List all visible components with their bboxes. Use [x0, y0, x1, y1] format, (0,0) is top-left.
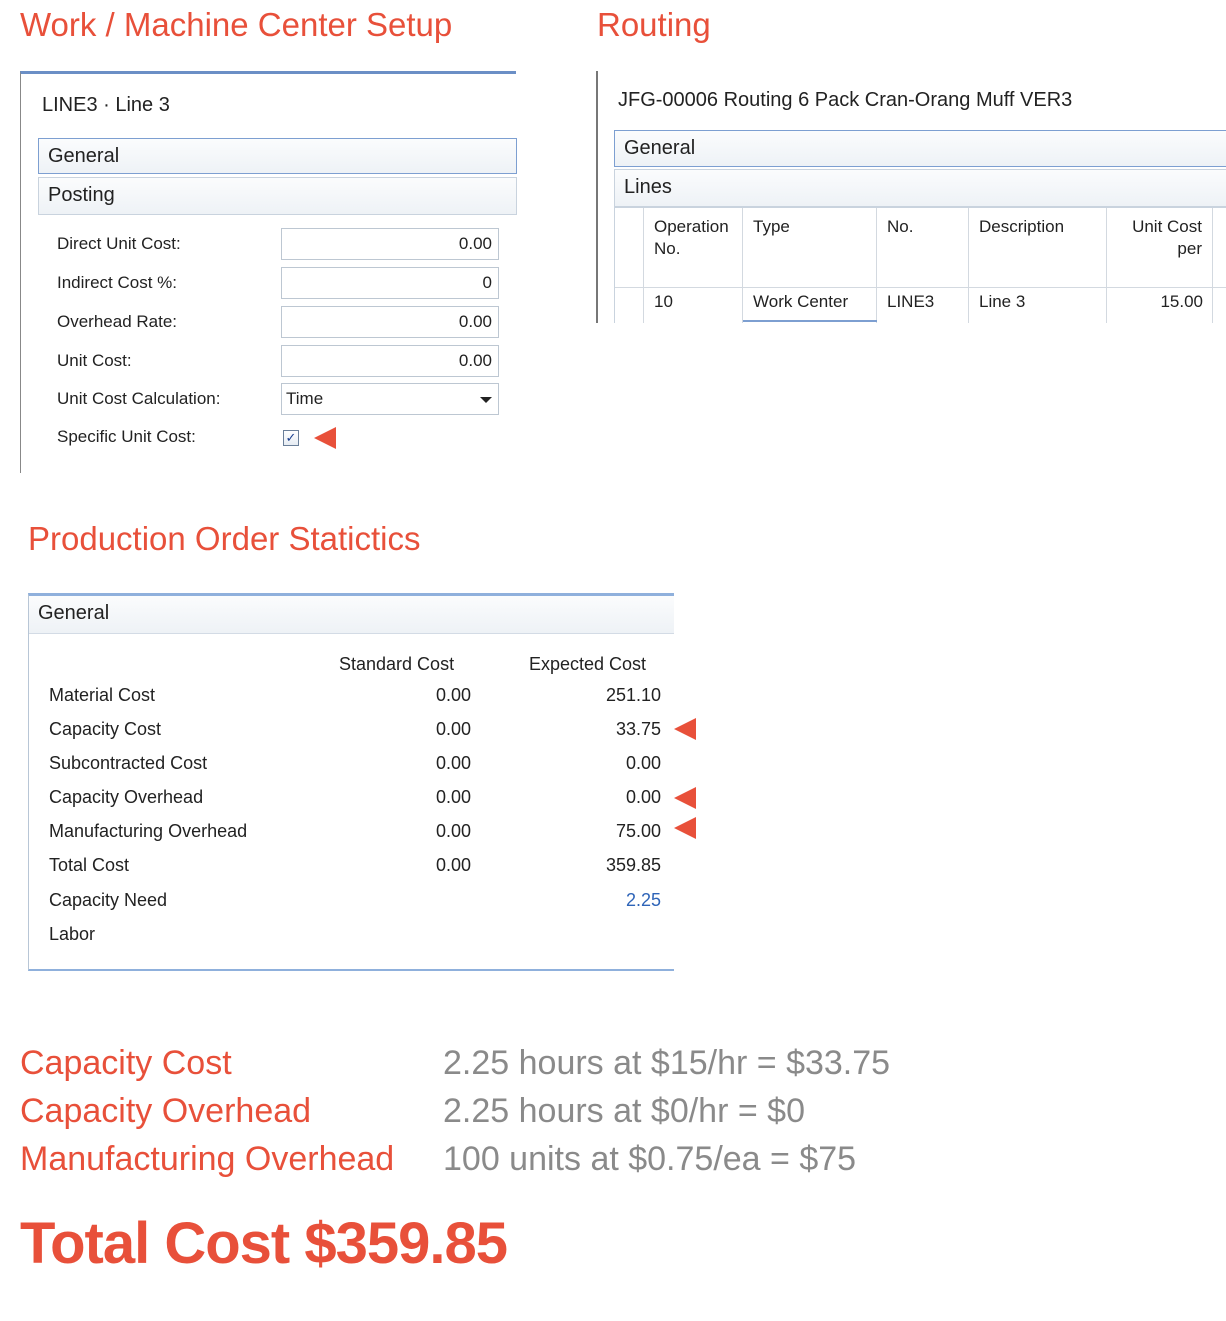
- total-cost-summary: Total Cost $359.85: [20, 1211, 508, 1276]
- tab-general[interactable]: General: [38, 138, 517, 174]
- pointer-arrow-icon: [674, 718, 696, 740]
- unit-cost-calculation-value: Time: [286, 389, 324, 408]
- stat-label-manufacturing-overhead: Manufacturing Overhead: [49, 821, 248, 841]
- row-selector-column[interactable]: [615, 208, 644, 323]
- col-header-standard-cost: Standard Cost: [339, 654, 455, 674]
- col-header-unit-cost-per[interactable]: Unit Cost per: [1132, 217, 1202, 258]
- col-header-operation-no[interactable]: Operation No.: [654, 217, 729, 258]
- stat-standard-total-cost: 0.00: [435, 855, 471, 875]
- routing-tab-lines[interactable]: Lines: [614, 169, 1226, 207]
- stat-expected-subcontracted-cost: 0.00: [625, 753, 661, 773]
- cell-description[interactable]: Line 3: [979, 292, 1026, 311]
- col-header-type[interactable]: Type: [753, 217, 790, 236]
- stat-label-capacity-cost: Capacity Cost: [49, 719, 162, 739]
- routing-lines-grid: [614, 207, 1226, 323]
- routing-title: JFG-00006 Routing 6 Pack Cran-Orang Muff VER3: [618, 89, 1073, 111]
- stat-standard-manufacturing-overhead: 0.00: [435, 821, 471, 841]
- work-center-setup-heading: Work / Machine Center Setup: [20, 6, 453, 43]
- stat-label-total-cost: Total Cost: [49, 855, 130, 875]
- stat-expected-manufacturing-overhead: 75.00: [615, 821, 661, 841]
- stat-label-subcontracted-cost: Subcontracted Cost: [49, 753, 208, 773]
- statistics-card: [28, 593, 674, 971]
- routing-card: [596, 71, 1226, 323]
- stat-expected-total-cost: 359.85: [605, 855, 661, 875]
- stat-expected-material-cost: 251.10: [605, 685, 661, 705]
- col-header-description[interactable]: Description: [979, 217, 1065, 236]
- stat-standard-material-cost: 0.00: [435, 685, 471, 705]
- stat-standard-subcontracted-cost: 0.00: [435, 753, 471, 773]
- stats-tab-general[interactable]: General: [29, 596, 674, 634]
- direct-unit-cost-field[interactable]: 0.00: [281, 228, 499, 260]
- specific-unit-cost-label: Specific Unit Cost:: [57, 427, 196, 446]
- unit-cost-field[interactable]: 0.00: [281, 345, 499, 377]
- cell-no[interactable]: LINE3: [887, 292, 935, 311]
- indirect-cost-field[interactable]: 0: [281, 267, 499, 299]
- pointer-arrow-icon: [314, 427, 336, 449]
- indirect-cost-label: Indirect Cost %:: [57, 273, 177, 292]
- unit-cost-label: Unit Cost:: [57, 351, 132, 370]
- explanation-label-capacity-overhead: Capacity Overhead: [20, 1092, 312, 1130]
- explanation-text-capacity-overhead: 2.25 hours at $0/hr = $0: [443, 1092, 805, 1130]
- explanation-text-manufacturing-overhead: 100 units at $0.75/ea = $75: [443, 1140, 857, 1178]
- explanation-label-manufacturing-overhead: Manufacturing Overhead: [20, 1140, 395, 1178]
- selected-cell-underline: [743, 320, 877, 322]
- col-header-no[interactable]: No.: [887, 217, 914, 236]
- production-stats-heading: Production Order Statictics: [28, 520, 421, 557]
- explanation-text-capacity-cost: 2.25 hours at $15/hr = $33.75: [443, 1044, 891, 1082]
- pointer-arrow-icon: [674, 817, 696, 839]
- stat-label-capacity-need: Capacity Need: [49, 890, 168, 910]
- pointer-arrow-icon: [674, 787, 696, 809]
- stat-standard-capacity-overhead: 0.00: [435, 787, 471, 807]
- routing-heading: Routing: [597, 6, 711, 43]
- unit-cost-calculation-select[interactable]: [281, 383, 499, 415]
- stat-label-material-cost: Material Cost: [49, 685, 156, 705]
- routing-tab-general[interactable]: General: [614, 130, 1226, 167]
- cell-operation-no[interactable]: 10: [654, 292, 673, 311]
- stat-expected-capacity-need-link[interactable]: 2.25: [625, 890, 661, 910]
- cell-type[interactable]: Work Center: [753, 292, 849, 311]
- stat-standard-capacity-cost: 0.00: [435, 719, 471, 739]
- unit-cost-calculation-label: Unit Cost Calculation:: [57, 389, 221, 408]
- stat-label-capacity-overhead: Capacity Overhead: [49, 787, 204, 807]
- row-divider: [615, 287, 1226, 288]
- direct-unit-cost-label: Direct Unit Cost:: [57, 234, 181, 253]
- tab-posting[interactable]: Posting: [38, 177, 517, 215]
- overhead-rate-label: Overhead Rate:: [57, 312, 178, 331]
- chevron-down-icon[interactable]: [480, 397, 492, 403]
- stat-label-labor: Labor: [49, 924, 96, 944]
- specific-unit-cost-checkbox[interactable]: ✓: [283, 430, 299, 446]
- work-center-card: [20, 71, 516, 473]
- col-header-expected-cost: Expected Cost: [529, 654, 647, 674]
- stat-expected-capacity-cost: 33.75: [615, 719, 661, 739]
- cell-unit-cost-per[interactable]: 15.00: [1160, 292, 1203, 311]
- stat-expected-capacity-overhead: 0.00: [625, 787, 661, 807]
- work-center-title: LINE3 · Line 3: [42, 94, 170, 116]
- overhead-rate-field[interactable]: 0.00: [281, 306, 499, 338]
- explanation-label-capacity-cost: Capacity Cost: [20, 1044, 232, 1082]
